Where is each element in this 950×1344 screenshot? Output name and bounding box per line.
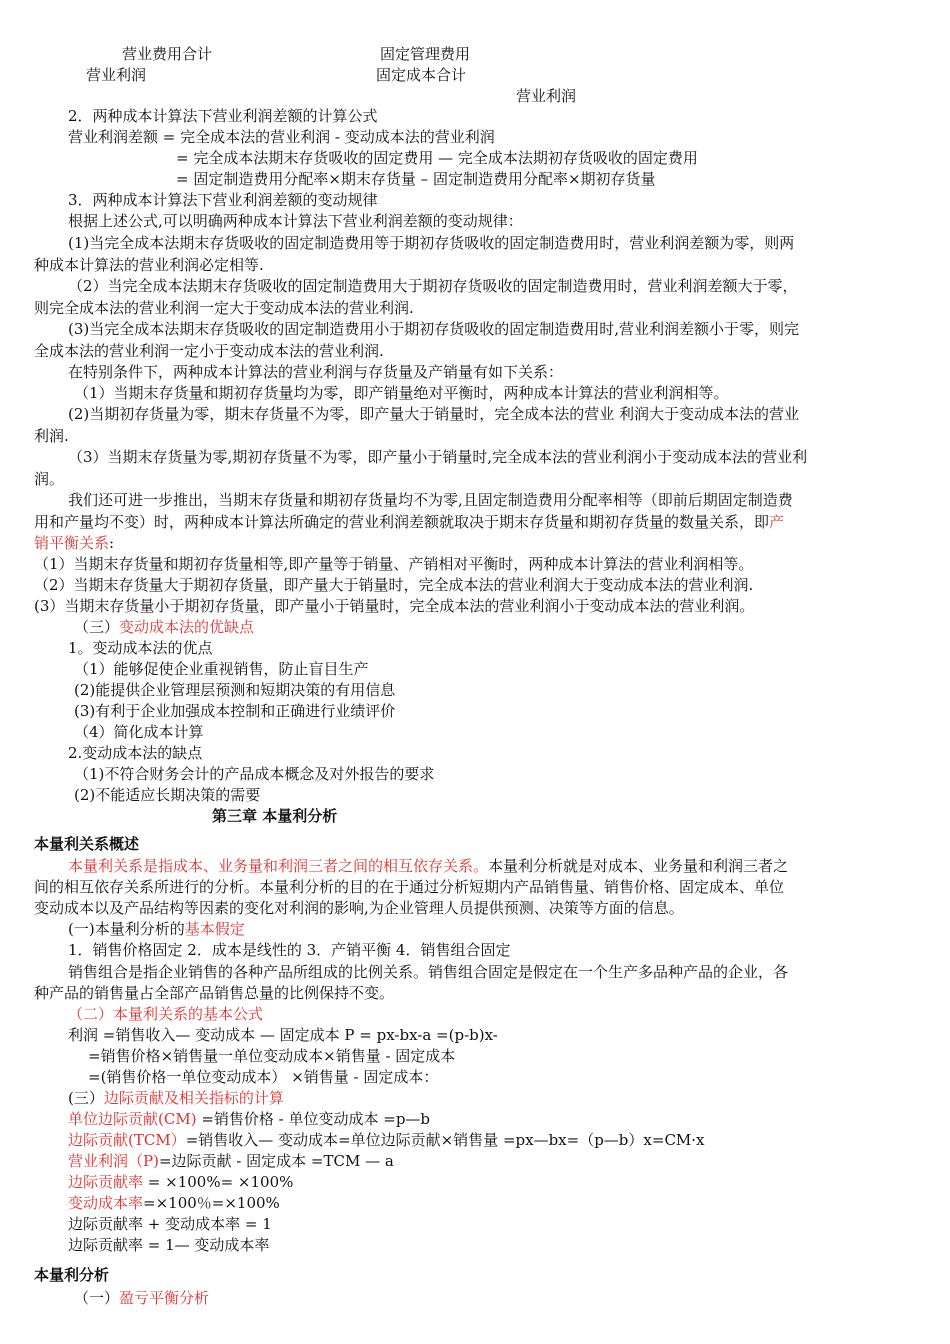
section-heading	[74, 1288, 209, 1309]
formula-line: =销售价格×销售量一单位变动成本×销售量 - 固定成本	[88, 1047, 456, 1065]
highlight-text: 边际贡献及相关指标的计算	[103, 1089, 284, 1107]
paragraph-line: 全成本法的营业利润一定小于变动成本法的营业利润.	[34, 342, 384, 360]
formula-line	[68, 1172, 293, 1193]
paragraph-line: 间的相互依存关系所进行的分析。本量利分析的目的在于通过分析短期内产品销售量、销售价格、固定成本、单位	[34, 878, 785, 896]
table-cell: 营业利润	[516, 87, 577, 105]
text-span: （一）	[74, 1289, 120, 1307]
chapter-title: 第三章 本量利分析	[212, 807, 338, 825]
paragraph-line: 变动成本以及产品结构等因素的变化对利润的影响,为企业管理人员提供预测、决策等方面的信息。	[34, 899, 684, 917]
list-item: （1)不符合财务会计的产品成本概念及对外报告的要求	[74, 765, 435, 783]
paragraph-line: 种产品的销售量占全部产品销售总量的比例保持不变。	[34, 984, 395, 1002]
paragraph-line: 利润.	[34, 427, 69, 445]
highlight-text: 产	[769, 513, 785, 531]
section-heading: 本量利关系概述	[34, 835, 140, 853]
formula-line	[68, 1193, 280, 1214]
text-span: （三）	[74, 618, 120, 636]
text-span: =×100％=×100%	[143, 1194, 280, 1212]
text-span: =销售价格 - 单位变动成本 =p—b	[196, 1110, 431, 1128]
paragraph-line	[68, 856, 788, 877]
paragraph-line: (3)当完全成本法期末存货吸收的固定制造费用小于期初存货吸收的固定制造费用时,营业利润差额小于零，则完	[68, 320, 800, 338]
table-cell: 固定管理费用	[380, 45, 471, 63]
section-heading: （二）本量利关系的基本公式	[68, 1005, 264, 1023]
formula-line: 边际贡献率 + 变动成本率 = 1	[68, 1215, 272, 1233]
formula-line	[68, 1109, 430, 1130]
formula-line: 边际贡献率 = 1— 变动成本率	[68, 1236, 270, 1254]
list-item: (3)有利于企业加强成本控制和正确进行业绩评价	[74, 702, 396, 720]
text-span: =销售收入— 变动成本=单位边际贡献×销售量 =px—bx=（p—b）x=CM·x	[185, 1131, 705, 1149]
paragraph-line: 则完全成本法的营业利润一定大于变动成本法的营业利润.	[34, 299, 414, 317]
highlight-text: 变动成本法的优缺点	[119, 618, 255, 636]
paragraph-line: 根据上述公式,可以明确两种成本计算法下营业利润差额的变动规律：	[68, 212, 523, 230]
paragraph-line: （1）当期末存货量和期初存货量均为零，即产销量绝对平衡时，两种成本计算法的营业利润相等。	[74, 384, 729, 402]
section-heading	[68, 919, 245, 940]
term-label: 边际贡献(TCM）	[68, 1131, 186, 1149]
text-span: = ×100%= ×100%	[143, 1173, 294, 1191]
table-cell: 固定成本合计	[376, 66, 467, 84]
paragraph-line: 润。	[34, 470, 65, 488]
list-item: （4）简化成本计算	[74, 723, 204, 741]
text-span: :	[109, 534, 115, 552]
term-label: 营业利润（P)	[68, 1152, 159, 1170]
text-span: =边际贡献 - 固定成本 =TCM — a	[158, 1152, 394, 1170]
text-span: (三）	[68, 1089, 104, 1107]
list-item: （2）当期末存货量大于期初存货量，即产量大于销量时，完全成本法的营业利润大于变动成本法的营业利润.	[34, 576, 754, 594]
highlight-text: 基本假定	[184, 920, 245, 938]
paragraph-line	[34, 512, 784, 533]
formula-line	[68, 1151, 394, 1172]
text-span: 本量利分析就是对成本、业务量和利润三者之	[488, 857, 789, 875]
paragraph-line: 在特别条件下，两种成本计算法的营业利润与存货量及产销量有如下关系：	[68, 363, 564, 381]
paragraph-line	[34, 533, 114, 554]
text-span: (一)本量利分析的	[68, 920, 185, 938]
section-heading	[68, 1088, 284, 1109]
formula-line: 营业利润差额 = 完全成本法的营业利润 - 变动成本法的营业利润	[68, 128, 495, 146]
paragraph-line: （2）当完全成本法期末存货吸收的固定制造费用大于期初存货吸收的固定制造费用时，营业利润差额大于零，	[68, 277, 798, 295]
formula-line: 利润 =销售收入— 变动成本 — 固定成本 P = px-bx-a =(p-b)x-	[68, 1026, 498, 1044]
list-item: (3）当期末存货量小于期初存货量，即产量小于销量时，完全成本法的营业利润小于变动成本法的营业利润。	[34, 597, 755, 615]
highlight-text: 销平衡关系	[34, 534, 110, 552]
highlight-text: 盈亏平衡分析	[119, 1289, 210, 1307]
paragraph-line: 种成本计算法的营业利润必定相等.	[34, 256, 264, 274]
section-heading: 本量利分析	[34, 1266, 110, 1284]
paragraph-line: 我们还可进一步推出，当期末存货量和期初存货量均不为零,且固定制造费用分配率相等（即前后期固定制造费	[68, 491, 793, 509]
subheading: 1。变动成本法的优点	[68, 639, 213, 657]
table-cell: 营业费用合计	[122, 45, 213, 63]
paragraph-line: (1)当完全成本法期末存货吸收的固定制造费用等于期初存货吸收的固定制造费用时，营业利润差额为零，则两	[68, 234, 795, 252]
section-heading: 2．两种成本计算法下营业利润差额的计算公式	[68, 107, 378, 125]
section-heading: 3．两种成本计算法下营业利润差额的变动规律	[68, 191, 378, 209]
paragraph-line: （3）当期末存货量为零,期初存货量不为零，即产量小于销量时,完全成本法的营业利润小于变动成本法的营业利	[68, 448, 808, 466]
formula-line: = 完全成本法期末存货吸收的固定费用 — 完全成本法期初存货吸收的固定费用	[176, 149, 698, 167]
table-cell: 营业利润	[86, 66, 147, 84]
term-label: 边际贡献率	[68, 1173, 144, 1191]
term-label: 变动成本率	[68, 1194, 144, 1212]
text-span: 用和产量均不变）时，两种成本计算法所确定的营业利润差额就取决于期末存货量和期初存货量的数量关系，即	[34, 513, 770, 531]
list-item: (2)能提供企业管理层预测和短期决策的有用信息	[74, 681, 396, 699]
formula-line	[68, 1130, 705, 1151]
paragraph-line: 销售组合是指企业销售的各种产品所组成的比例关系。销售组合固定是假定在一个生产多品种产品的企业，各	[68, 963, 789, 981]
list-item: （1）能够促使企业重视销售，防止盲目生产	[74, 660, 369, 678]
formula-line: =(销售价格一单位变动成本） ×销售量 - 固定成本：	[88, 1068, 439, 1086]
term-label: 单位边际贡献(CM)	[68, 1110, 197, 1128]
formula-line: = 固定制造费用分配率×期末存货量 – 固定制造费用分配率×期初存货量	[176, 170, 656, 188]
highlight-text: 本量利关系是指成本、业务量和利润三者之间的相互依存关系。	[68, 857, 489, 875]
section-heading	[74, 617, 254, 638]
subheading: 2.变动成本法的缺点	[68, 744, 203, 762]
list-item: （1）当期末存货量和期初存货量相等,即产量等于销量、产销相对平衡时，两种成本计算法的营业利润相等。	[34, 555, 754, 573]
paragraph-line: 1．销售价格固定 2．成本是线性的 3．产销平衡 4．销售组合固定	[68, 941, 511, 959]
paragraph-line: (2)当期初存货量为零，期末存货量不为零，即产量大于销量时，完全成本法的营业 利润大于变动成本法的营业	[68, 405, 800, 423]
list-item: (2)不能适应长期决策的需要	[74, 786, 261, 804]
